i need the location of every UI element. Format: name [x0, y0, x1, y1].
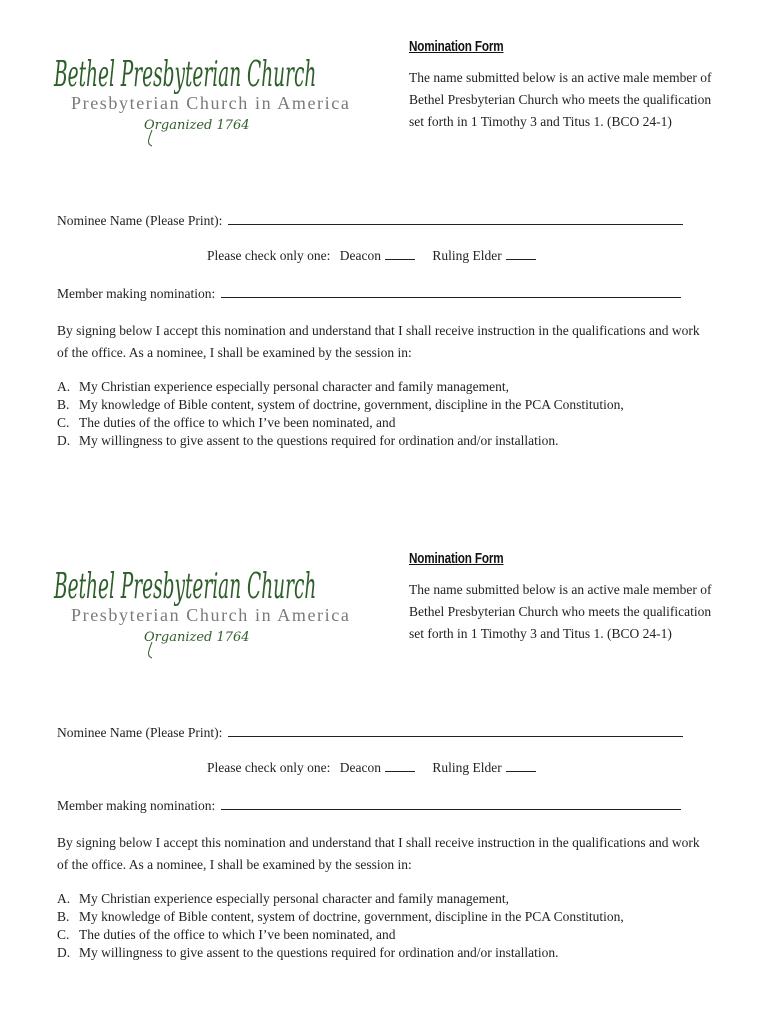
list-item: B. My knowledge of Bible content, system of doctrine, government, discipline in the PCA Constitution, [57, 397, 624, 412]
deacon-check-blank[interactable] [385, 247, 415, 260]
nomination-form-1 [0, 0, 770, 480]
member-nomination-field [57, 285, 681, 302]
office-choice [207, 759, 536, 776]
member-nomination-line[interactable] [221, 797, 681, 810]
form-title: Nomination Form [409, 550, 504, 567]
nominee-name-line[interactable] [228, 212, 683, 225]
acceptance-statement: By signing below I accept this nomination and understand that I shall receive instruction in the qualifications and work of the office. As a nominee, I shall be examined by the session in: [57, 323, 700, 360]
list-item: A. My Christian experience especially personal character and family management, [57, 379, 509, 394]
acceptance-statement: By signing below I accept this nomination and understand that I shall receive instruction in the qualifications and work of the office. As a nominee, I shall be examined by the session in: [57, 835, 700, 872]
nominee-name-label: Nominee Name (Please Print): [57, 725, 223, 740]
option-ruling-elder-label: Ruling Elder [432, 248, 502, 263]
office-choice [207, 247, 536, 264]
nominee-name-field [57, 212, 683, 229]
list-item: D. My willingness to give assent to the questions required for ordination and/or installation. [57, 433, 559, 448]
list-item: C. The duties of the office to which I’ve been nominated, and [57, 415, 396, 430]
check-label: Please check only one: [207, 760, 331, 775]
list-item: B. My knowledge of Bible content, system of doctrine, government, discipline in the PCA Constitution, [57, 909, 624, 924]
ruling-elder-check-blank[interactable] [506, 759, 536, 772]
list-item: D. My willingness to give assent to the questions required for ordination and/or installation. [57, 945, 559, 960]
denomination-name: Presbyterian Church in America [71, 605, 351, 625]
church-logo [53, 552, 351, 662]
examination-list [57, 890, 737, 962]
ruling-elder-check-blank[interactable] [506, 247, 536, 260]
organized-date: Organized 1764 [144, 118, 250, 133]
organized-date: Organized 1764 [144, 630, 250, 645]
option-deacon-label: Deacon [339, 248, 381, 263]
nominee-name-line[interactable] [228, 724, 683, 737]
church-logo [53, 40, 351, 150]
deacon-check-blank[interactable] [385, 759, 415, 772]
church-name: Bethel Presbyterian Church [53, 54, 317, 96]
member-nomination-field [57, 797, 681, 814]
form-intro: The name submitted below is an active male member of Bethel Presbyterian Church who meets the qualification set forth in 1 Timothy 3 and Titus 1. (BCO 24-1) [409, 582, 712, 641]
nominee-name-field [57, 724, 683, 741]
check-label: Please check only one: [207, 248, 331, 263]
list-item: A. My Christian experience especially personal character and family management, [57, 891, 509, 906]
church-name: Bethel Presbyterian Church [53, 566, 317, 608]
member-nomination-label: Member making nomination: [57, 798, 216, 813]
member-nomination-label: Member making nomination: [57, 286, 216, 301]
nomination-form-2 [0, 512, 770, 992]
member-nomination-line[interactable] [221, 285, 681, 298]
form-title: Nomination Form [409, 38, 504, 55]
denomination-name: Presbyterian Church in America [71, 93, 351, 113]
option-ruling-elder-label: Ruling Elder [432, 760, 502, 775]
examination-list [57, 378, 737, 450]
list-item: C. The duties of the office to which I’ve been nominated, and [57, 927, 396, 942]
option-deacon-label: Deacon [339, 760, 381, 775]
form-intro: The name submitted below is an active male member of Bethel Presbyterian Church who meets the qualification set forth in 1 Timothy 3 and Titus 1. (BCO 24-1) [409, 70, 712, 129]
nominee-name-label: Nominee Name (Please Print): [57, 213, 223, 228]
